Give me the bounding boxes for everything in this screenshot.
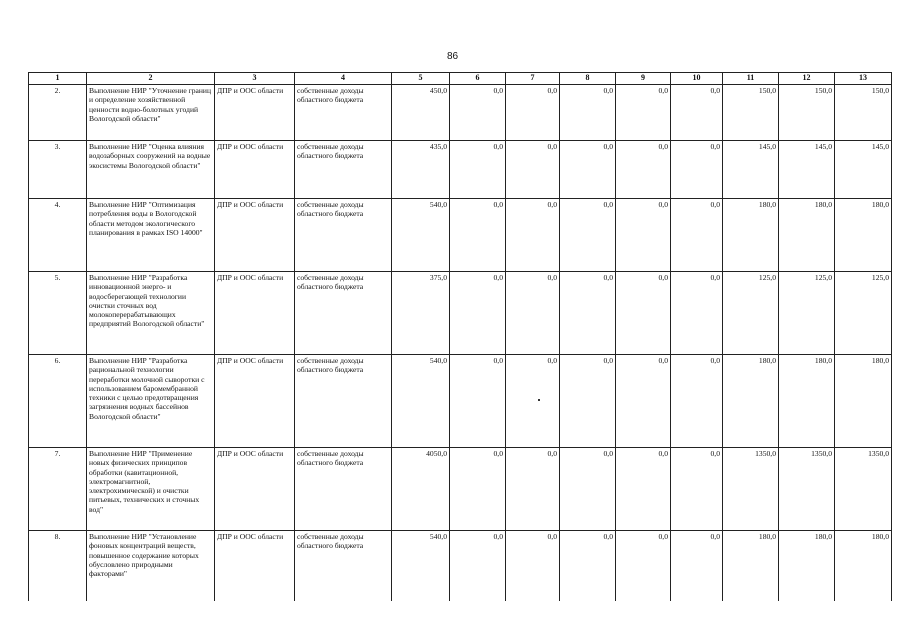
total-amount-cell: 375,0 (392, 272, 450, 355)
activity-name-cell: Выполнение НИР "Применение новых физических принципов обработки (кавитационной, электромагнитной, электрохимической) и очистки питьевых, технических и сточных вод" (87, 448, 215, 531)
row-number-cell: 5. (29, 272, 87, 355)
amount-col-12-cell: 180,0 (779, 531, 835, 602)
amount-col-7-cell: 0,0 (506, 199, 560, 272)
amount-col-9-cell: 0,0 (616, 448, 671, 531)
amount-col-8-cell: 0,0 (560, 141, 616, 199)
row-number-cell: 8. (29, 531, 87, 602)
amount-col-9-cell: 0,0 (616, 531, 671, 602)
responsible-executor-cell: ДПР и ООС области (215, 531, 295, 602)
amount-col-6-cell: 0,0 (450, 355, 506, 448)
amount-col-10-cell: 0,0 (671, 85, 723, 141)
row-number-cell: 3. (29, 141, 87, 199)
amount-col-11-cell: 1350,0 (723, 448, 779, 531)
amount-col-8-cell: 0,0 (560, 272, 616, 355)
amount-col-10-cell: 0,0 (671, 141, 723, 199)
amount-col-6-cell: 0,0 (450, 85, 506, 141)
amount-col-10-cell: 0,0 (671, 199, 723, 272)
amount-col-8-cell: 0,0 (560, 199, 616, 272)
total-amount-cell: 540,0 (392, 355, 450, 448)
amount-col-6-cell: 0,0 (450, 448, 506, 531)
column-number-header-row (29, 73, 892, 85)
column-header: 1 (29, 73, 87, 85)
program-activities-table (28, 72, 892, 601)
amount-col-6-cell: 0,0 (450, 272, 506, 355)
table-row (29, 531, 892, 602)
table-row (29, 272, 892, 355)
amount-col-11-cell: 125,0 (723, 272, 779, 355)
amount-col-8-cell: 0,0 (560, 448, 616, 531)
amount-col-8-cell: 0,0 (560, 531, 616, 602)
amount-col-7-cell: 0,0 (506, 448, 560, 531)
responsible-executor-cell: ДПР и ООС области (215, 141, 295, 199)
total-amount-cell: 435,0 (392, 141, 450, 199)
column-header: 13 (835, 73, 892, 85)
column-header: 10 (671, 73, 723, 85)
amount-col-6-cell: 0,0 (450, 531, 506, 602)
amount-col-6-cell: 0,0 (450, 199, 506, 272)
amount-col-12-cell: 125,0 (779, 272, 835, 355)
activity-name-cell: Выполнение НИР "Оценка влияния водозаборных сооружений на водные экосистемы Вологодской области" (87, 141, 215, 199)
amount-col-7-cell: 0,0 (506, 141, 560, 199)
column-header: 11 (723, 73, 779, 85)
column-header: 12 (779, 73, 835, 85)
activity-name-cell: Выполнение НИР "Уточнение границ и определение хозяйственной ценности водно-болотных угодий Вологодской области" (87, 85, 215, 141)
total-amount-cell: 540,0 (392, 199, 450, 272)
amount-col-9-cell: 0,0 (616, 199, 671, 272)
amount-col-10-cell: 0,0 (671, 355, 723, 448)
amount-col-13-cell: 180,0 (835, 355, 892, 448)
amount-col-13-cell: 125,0 (835, 272, 892, 355)
amount-col-12-cell: 180,0 (779, 355, 835, 448)
funding-source-cell: собственные доходы областного бюджета (295, 355, 392, 448)
amount-col-7-cell: 0,0 (506, 355, 560, 448)
amount-col-13-cell: 180,0 (835, 199, 892, 272)
column-header: 6 (450, 73, 506, 85)
amount-col-13-cell: 145,0 (835, 141, 892, 199)
amount-col-11-cell: 150,0 (723, 85, 779, 141)
amount-col-7-cell: 0,0 (506, 85, 560, 141)
amount-col-8-cell: 0,0 (560, 355, 616, 448)
amount-col-9-cell: 0,0 (616, 355, 671, 448)
amount-col-11-cell: 180,0 (723, 531, 779, 602)
table-body (29, 85, 892, 602)
amount-col-10-cell: 0,0 (671, 448, 723, 531)
funding-source-cell: собственные доходы областного бюджета (295, 272, 392, 355)
table-row (29, 448, 892, 531)
total-amount-cell: 540,0 (392, 531, 450, 602)
column-header: 3 (215, 73, 295, 85)
responsible-executor-cell: ДПР и ООС области (215, 355, 295, 448)
responsible-executor-cell: ДПР и ООС области (215, 272, 295, 355)
amount-col-9-cell: 0,0 (616, 85, 671, 141)
responsible-executor-cell: ДПР и ООС области (215, 448, 295, 531)
column-header: 9 (616, 73, 671, 85)
row-number-cell: 6. (29, 355, 87, 448)
funding-source-cell: собственные доходы областного бюджета (295, 448, 392, 531)
table-row (29, 141, 892, 199)
amount-col-9-cell: 0,0 (616, 141, 671, 199)
table-row (29, 355, 892, 448)
amount-col-8-cell: 0,0 (560, 85, 616, 141)
amount-col-13-cell: 180,0 (835, 531, 892, 602)
amount-col-11-cell: 180,0 (723, 355, 779, 448)
table-row (29, 199, 892, 272)
funding-source-cell: собственные доходы областного бюджета (295, 85, 392, 141)
amount-col-7-cell: 0,0 (506, 272, 560, 355)
amount-col-13-cell: 150,0 (835, 85, 892, 141)
column-header: 5 (392, 73, 450, 85)
funding-source-cell: собственные доходы областного бюджета (295, 141, 392, 199)
activity-name-cell: Выполнение НИР "Разработка рациональной технологии переработки молочной сыворотки с использованием баромембранной техники с целью предотвращения загрязнения водных бассейнов Вологодской области" (87, 355, 215, 448)
column-header: 4 (295, 73, 392, 85)
amount-col-6-cell: 0,0 (450, 141, 506, 199)
column-header: 7 (506, 73, 560, 85)
amount-col-13-cell: 1350,0 (835, 448, 892, 531)
amount-col-12-cell: 180,0 (779, 199, 835, 272)
activity-name-cell: Выполнение НИР "Оптимизация потребления воды в Вологодской области методом экологического планирования в рамках ISO 14000" (87, 199, 215, 272)
row-number-cell: 7. (29, 448, 87, 531)
funding-source-cell: собственные доходы областного бюджета (295, 531, 392, 602)
amount-col-11-cell: 180,0 (723, 199, 779, 272)
total-amount-cell: 4050,0 (392, 448, 450, 531)
total-amount-cell: 450,0 (392, 85, 450, 141)
amount-col-10-cell: 0,0 (671, 531, 723, 602)
amount-col-7-cell: 0,0 (506, 531, 560, 602)
amount-col-10-cell: 0,0 (671, 272, 723, 355)
row-number-cell: 4. (29, 199, 87, 272)
amount-col-9-cell: 0,0 (616, 272, 671, 355)
scan-speck (538, 399, 540, 401)
row-number-cell: 2. (29, 85, 87, 141)
amount-col-11-cell: 145,0 (723, 141, 779, 199)
activity-name-cell: Выполнение НИР "Установление фоновых концентраций веществ, повышенное содержание которых обусловлено природными факторами" (87, 531, 215, 602)
column-header: 8 (560, 73, 616, 85)
page-number: 86 (446, 51, 459, 62)
responsible-executor-cell: ДПР и ООС области (215, 85, 295, 141)
amount-col-12-cell: 150,0 (779, 85, 835, 141)
funding-source-cell: собственные доходы областного бюджета (295, 199, 392, 272)
table-row (29, 85, 892, 141)
activity-name-cell: Выполнение НИР "Разработка инновационной энерго- и водосберегающей технологии очистки сточных вод молокоперерабатывающих предприятий Вологодской области" (87, 272, 215, 355)
amount-col-12-cell: 145,0 (779, 141, 835, 199)
column-header: 2 (87, 73, 215, 85)
responsible-executor-cell: ДПР и ООС области (215, 199, 295, 272)
amount-col-12-cell: 1350,0 (779, 448, 835, 531)
